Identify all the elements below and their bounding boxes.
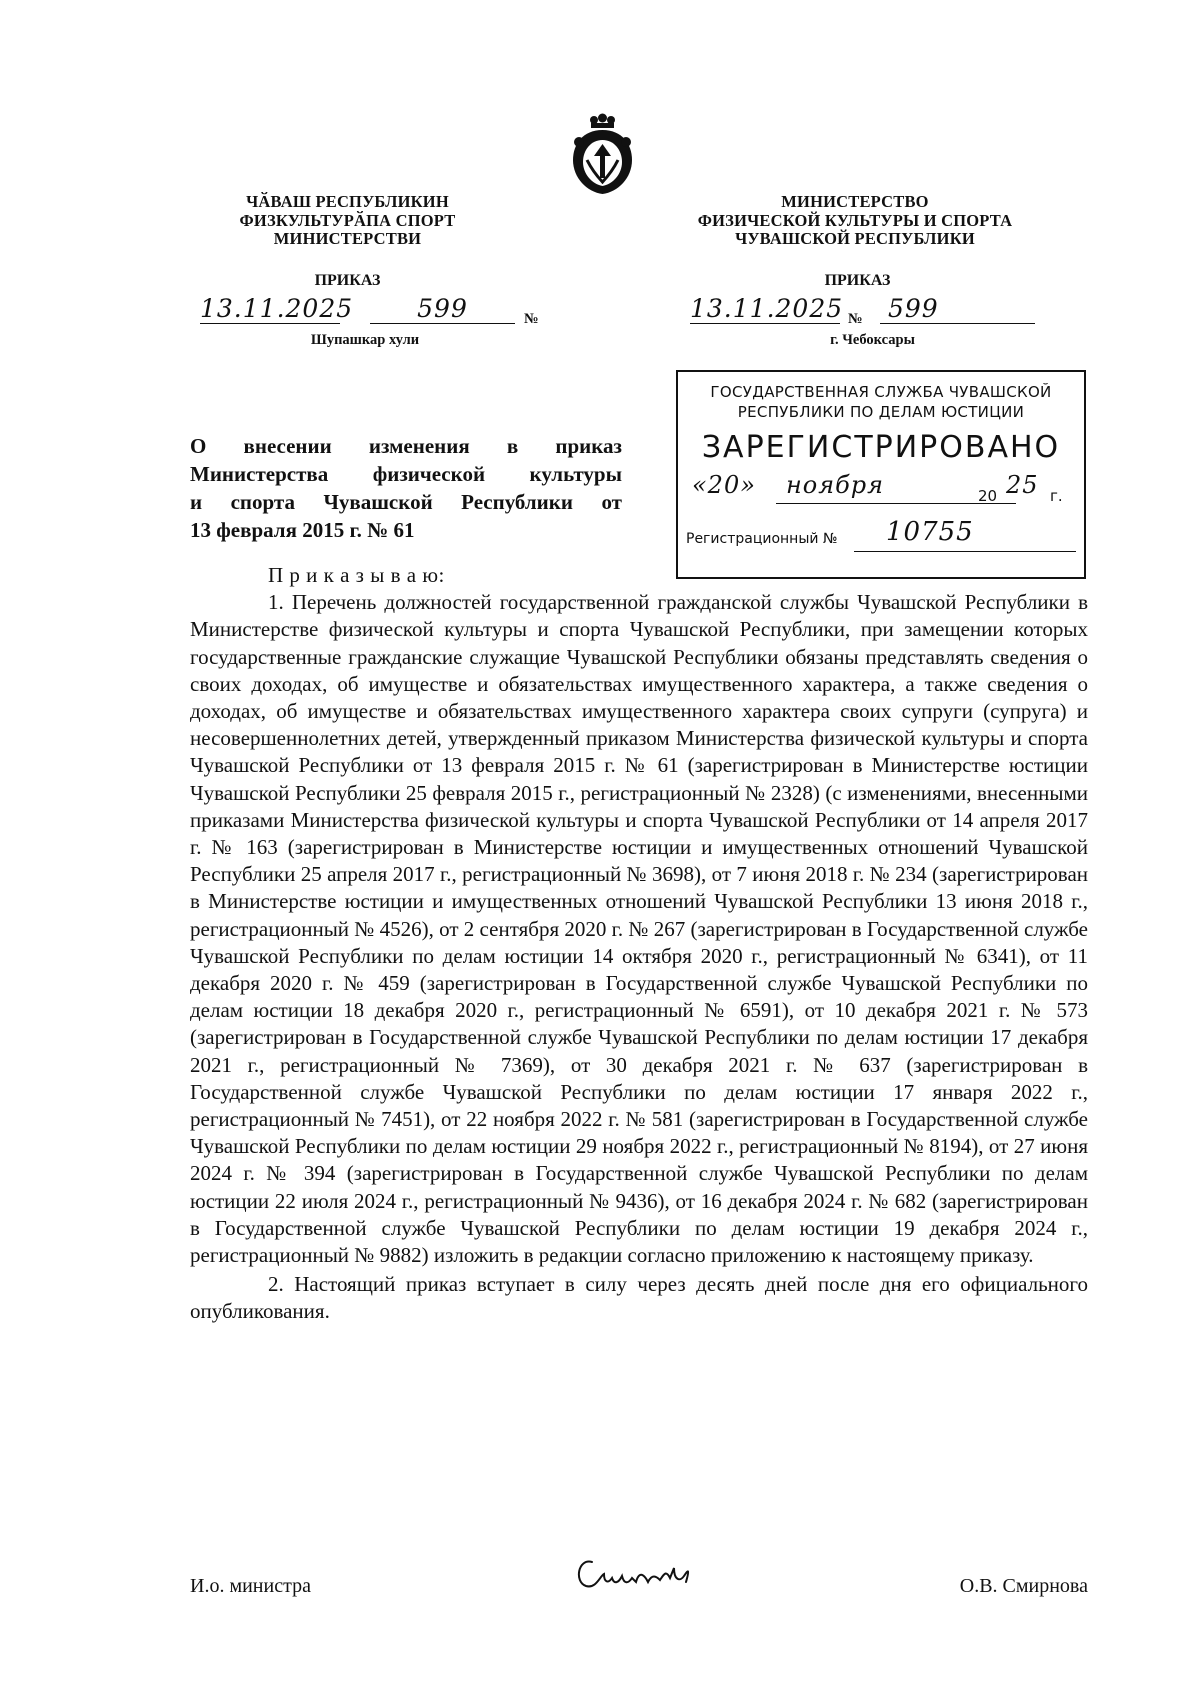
header-right-date: 13.11.2025	[690, 294, 844, 323]
stamp-year-prefix: 20	[978, 487, 998, 505]
registration-stamp	[676, 370, 1086, 579]
document-body	[190, 562, 1088, 1326]
header-right-number-sign: №	[848, 311, 863, 327]
header-right-line-2: ФИЗИЧЕСКОЙ КУЛЬТУРЫ И СПОРТА	[697, 210, 1013, 230]
header-left-city: Шупашкар хули	[310, 332, 420, 348]
stamp-registered: ЗАРЕГИСТРИРОВАНО	[701, 430, 1061, 465]
header-left-organization	[200, 193, 495, 249]
header-right-number: 599	[880, 294, 1035, 324]
header-right-organization	[670, 193, 1040, 249]
stamp-day: «20»	[692, 471, 756, 499]
header-left-number: 599	[370, 294, 515, 324]
stamp-reg-row	[686, 517, 1076, 555]
paragraph-2: 2. Настоящий приказ вступает в силу через десять дней после дня его официального опубликования.	[190, 1272, 1088, 1324]
title-line-3: и спорта Чувашской Республики от	[190, 490, 622, 514]
header-right-order-label: ПРИКАЗ	[824, 272, 891, 289]
header-right-line-1: МИНИСТЕРСТВО	[781, 192, 929, 211]
stamp-reg-line	[854, 551, 1076, 552]
stamp-line-2: РЕСПУБЛИКИ ПО ДЕЛАМ ЮСТИЦИИ	[737, 403, 1025, 421]
header-right-city: г. Чебоксары	[830, 332, 915, 348]
stamp-line-1: ГОСУДАРСТВЕННАЯ СЛУЖБА ЧУВАШСКОЙ	[710, 383, 1052, 401]
stamp-year-unit: г.	[1050, 487, 1063, 505]
coat-of-arms-emblem	[565, 112, 640, 197]
header-left-number-sign: №	[524, 311, 539, 327]
stamp-reg-label: Регистрационный №	[686, 531, 838, 547]
order-word: П р и к а з ы в а ю:	[268, 563, 445, 587]
handwritten-signature	[570, 1548, 700, 1598]
header-left-line-2: ФИЗКУЛЬТУРӐПА СПОРТ	[239, 210, 456, 230]
header-left-line-3: МИНИСТЕРСТВИ	[273, 229, 422, 248]
stamp-month: ноября	[786, 471, 885, 499]
header-left-date: 13.11.2025	[200, 294, 354, 323]
header-left-order-label: ПРИКАЗ	[314, 272, 381, 289]
stamp-reg-number: 10755	[886, 517, 974, 547]
paragraph-1: 1. Перечень должностей государственной гражданской службы Чувашской Республики в Министерстве физической культуры и спорта Чувашской Республики, при замещении которых государственные гражданские служащие Чувашской Республики обязаны представлять сведения о своих доходах, об имуществе и обязательствах имущественного характера, а также сведения о доходах, об имуществе и обязательствах имущественного характера своих супруги (супруга) и несовершеннолетних детей, утвержденный приказом Министерства физической культуры и спорта Чувашской Республики от 13 февраля 2015 г. № 61 (зарегистрирован в Министерстве юстиции Чувашской Республики 25 февраля 2015 г., регистрационный № 2328) (с изменениями, внесенными приказами Министерства физической культуры и спорта Чувашской Республики от 14 апреля 2017 г. № 163 (зарегистрирован в Министерстве юстиции и имущественных отношений Чувашской Республики 25 апреля 2017 г., регистрационный № 3698), от 7 июня 2018 г. № 234 (зарегистрирован в Министерстве юстиции и имущественных отношений Чувашской Республики 13 июня 2018 г., регистрационный № 4526), от 2 сентября 2020 г. № 267 (зарегистрирован в Государственной службе Чувашской Республики по делам юстиции 14 октября 2020 г., регистрационный № 6341), от 11 декабря 2020 г. № 459 (зарегистрирован в Государственной службе Чувашской Республики по делам юстиции 18 декабря 2020 г., регистрационный № 6591), от 10 декабря 2021 г. № 573 (зарегистрирован в Государственной службе Чувашской Республики по делам юстиции 17 декабря 2021 г., регистрационный № 7369), от 30 декабря 2021 г. № 637 (зарегистрирован в Государственной службе Чувашской Республики по делам юстиции 17 января 2022 г., регистрационный № 7451), от 22 ноября 2022 г. № 581 (зарегистрирован в Государственной службе Чувашской Республики по делам юстиции 29 ноября 2022 г., регистрационный № 8194), от 27 июня 2024 г. № 394 (зарегистрирован в Государственной службе Чувашской Республики по делам юстиции 22 июля 2024 г., регистрационный № 9436), от 16 декабря 2024 г. № 682 (зарегистрирован в Государственной службе Чувашской Республики по делам юстиции 19 декабря 2024 г., регистрационный № 9882) изложить в редакции согласно приложению к настоящему приказу.	[190, 590, 1088, 1268]
stamp-year-suffix: 25	[1006, 471, 1039, 499]
signatory-name: О.В. Смирнова	[959, 1575, 1088, 1597]
document-title	[190, 432, 622, 544]
title-line-4: 13 февраля 2015 г. № 61	[190, 518, 415, 542]
title-line-2: Министерства физической культуры	[190, 462, 622, 486]
stamp-date-row	[686, 469, 1076, 511]
signatory-position: И.о. министра	[190, 1575, 311, 1597]
header-left-line-1: ЧӐВАШ РЕСПУБЛИКИН	[246, 192, 449, 211]
header-right-line-3: ЧУВАШСКОЙ РЕСПУБЛИКИ	[735, 229, 975, 248]
title-line-1: О внесении изменения в приказ	[190, 434, 622, 458]
